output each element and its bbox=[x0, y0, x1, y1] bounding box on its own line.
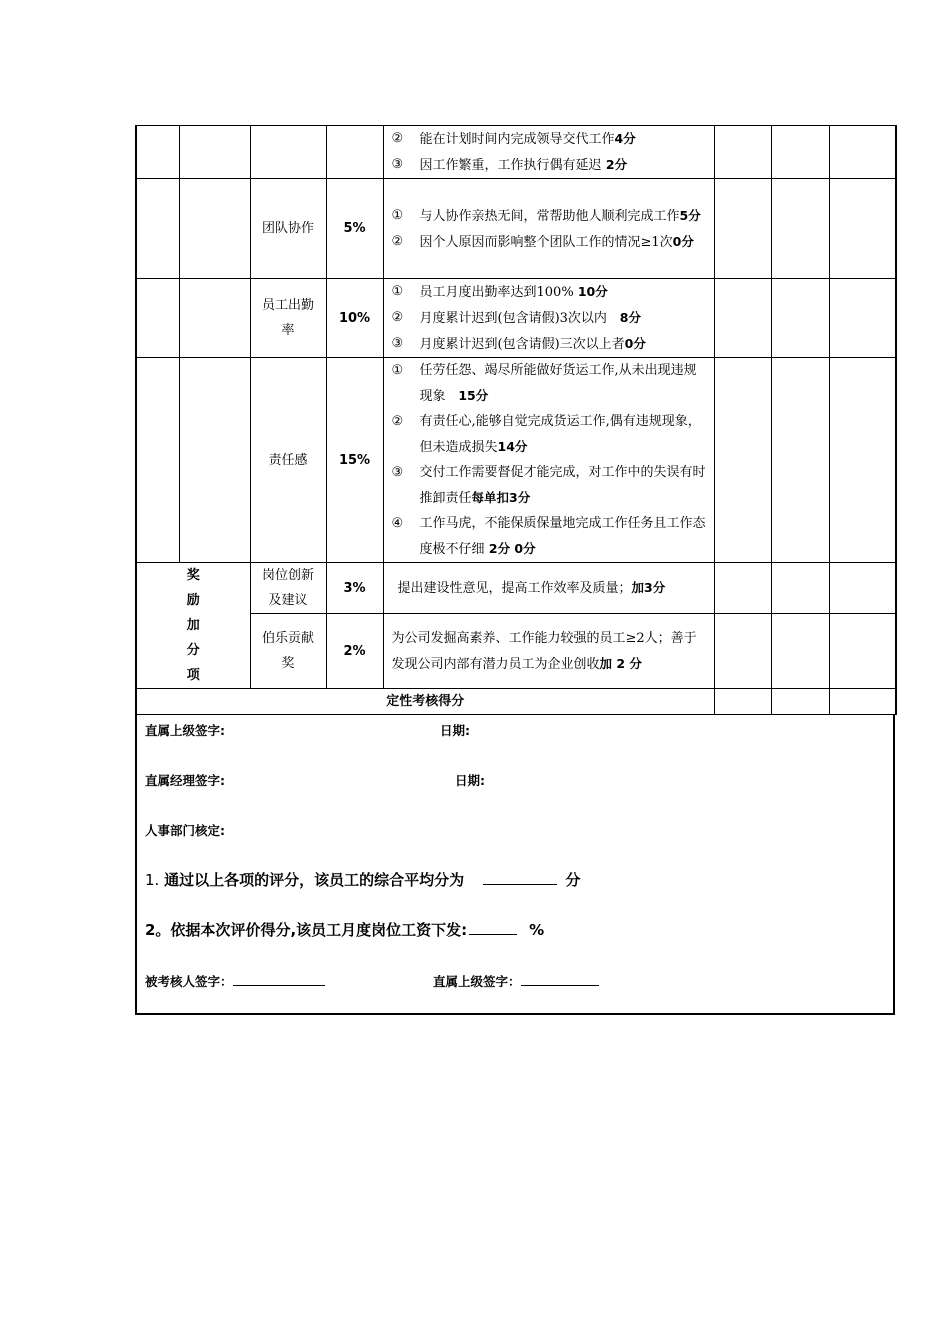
item-weight: 15% bbox=[326, 358, 383, 563]
date-label: 日期: bbox=[455, 773, 485, 788]
criteria-cell bbox=[383, 279, 714, 358]
table-row bbox=[136, 689, 896, 715]
score-cell[interactable] bbox=[829, 563, 896, 614]
criteria-cell bbox=[383, 126, 714, 179]
hr-verify-label: 人事部门核定: bbox=[145, 823, 225, 838]
score-cell[interactable] bbox=[714, 179, 771, 279]
criteria-cell: 为公司发掘高素养、工作能力较强的员工≥2人；善于发现公司内部有潜力员工为企业创收加 2 分 bbox=[383, 614, 714, 689]
item-weight: 10% bbox=[326, 279, 383, 358]
score-cell[interactable] bbox=[829, 358, 896, 563]
assessee-sign-blank[interactable] bbox=[233, 971, 325, 986]
score-cell[interactable] bbox=[771, 614, 829, 689]
score-cell[interactable] bbox=[771, 179, 829, 279]
list-item: ② 有责任心,能够自觉完成货运工作,偶有违规现象，但未造成损失14分 bbox=[391, 414, 701, 455]
list-item: ① 员工月度出勤率达到100% 10分 bbox=[391, 284, 608, 300]
salary-percent-blank[interactable] bbox=[469, 920, 517, 935]
score-cell[interactable] bbox=[771, 563, 829, 614]
average-score-blank[interactable] bbox=[483, 870, 557, 885]
score-cell[interactable] bbox=[714, 279, 771, 358]
score-cell[interactable] bbox=[714, 126, 771, 179]
score-cell[interactable] bbox=[771, 689, 829, 715]
item-name: 团队协作 bbox=[250, 179, 326, 279]
assessment-table bbox=[135, 125, 897, 715]
list-item: ② 能在计划时间内完成领导交代工作4分 bbox=[391, 131, 636, 147]
criteria-cell bbox=[383, 179, 714, 279]
table-row bbox=[136, 179, 896, 279]
item-name: 员工出勤率 bbox=[250, 279, 326, 358]
assessment-form bbox=[135, 125, 895, 1015]
item-name: 岗位创新及建议 bbox=[250, 563, 326, 614]
date-label: 日期: bbox=[440, 723, 470, 738]
score-cell[interactable] bbox=[829, 179, 896, 279]
list-item: ④ 工作马虎，不能保质保量地完成工作任务且工作态度极不仔细 2分 0分 bbox=[391, 516, 706, 557]
list-item: ① 任劳任怨、竭尽所能做好货运工作,从未出现违规现象 15分 bbox=[391, 363, 697, 404]
supervisor-sign-line: 直属上级签字： bbox=[433, 971, 599, 990]
list-item: ② 因个人原因而影响整个团队工作的情况≥1次0分 bbox=[391, 233, 694, 250]
supervisor-sign-label: 直属上级签字: bbox=[145, 723, 225, 738]
list-item: ① 与人协作亲热无间，常帮助他人顺利完成工作5分 bbox=[391, 207, 701, 224]
assessee-sign-line: 被考核人签字： bbox=[145, 971, 325, 990]
item-weight: 2% bbox=[326, 614, 383, 689]
manager-sign-label: 直属经理签字: bbox=[145, 773, 225, 788]
criteria-cell bbox=[383, 358, 714, 563]
table-row bbox=[136, 563, 896, 614]
score-cell[interactable] bbox=[714, 563, 771, 614]
list-item: ③ 交付工作需要督促才能完成，对工作中的失误有时推卸责任每单扣3分 bbox=[391, 465, 706, 506]
signature-section bbox=[135, 715, 895, 1015]
score-cell[interactable] bbox=[714, 358, 771, 563]
score-cell[interactable] bbox=[714, 614, 771, 689]
list-item: ② 月度累计迟到(包含请假)3次以内 8分 bbox=[391, 310, 641, 326]
item-weight: 3% bbox=[326, 563, 383, 614]
total-label: 定性考核得分 bbox=[136, 689, 714, 715]
item-weight: 5% bbox=[326, 179, 383, 279]
supervisor-sign-blank[interactable] bbox=[521, 971, 599, 986]
salary-line: 2。依据本次评价得分,该员工月度岗位工资下发: % bbox=[145, 921, 545, 939]
score-cell[interactable] bbox=[829, 614, 896, 689]
table-row bbox=[136, 614, 896, 689]
criteria-cell: 提出建设性意见，提高工作效率及质量；加3分 bbox=[383, 563, 714, 614]
table-row bbox=[136, 358, 896, 563]
list-item: ③ 因工作繁重，工作执行偶有延迟 2分 bbox=[391, 157, 628, 173]
score-cell[interactable] bbox=[771, 126, 829, 179]
bonus-category: 奖 励 加 分 项 bbox=[136, 563, 250, 689]
list-item: ③ 月度累计迟到(包含请假)三次以上者0分 bbox=[391, 336, 646, 352]
score-cell[interactable] bbox=[829, 279, 896, 358]
table-row bbox=[136, 126, 896, 179]
score-cell[interactable] bbox=[771, 279, 829, 358]
score-cell[interactable] bbox=[829, 126, 896, 179]
average-score-line: 1. 通过以上各项的评分，该员工的综合平均分为 分 bbox=[145, 871, 581, 889]
score-cell[interactable] bbox=[714, 689, 771, 715]
item-name: 伯乐贡献奖 bbox=[250, 614, 326, 689]
table-row bbox=[136, 279, 896, 358]
score-cell[interactable] bbox=[829, 689, 896, 715]
score-cell[interactable] bbox=[771, 358, 829, 563]
item-name: 责任感 bbox=[250, 358, 326, 563]
